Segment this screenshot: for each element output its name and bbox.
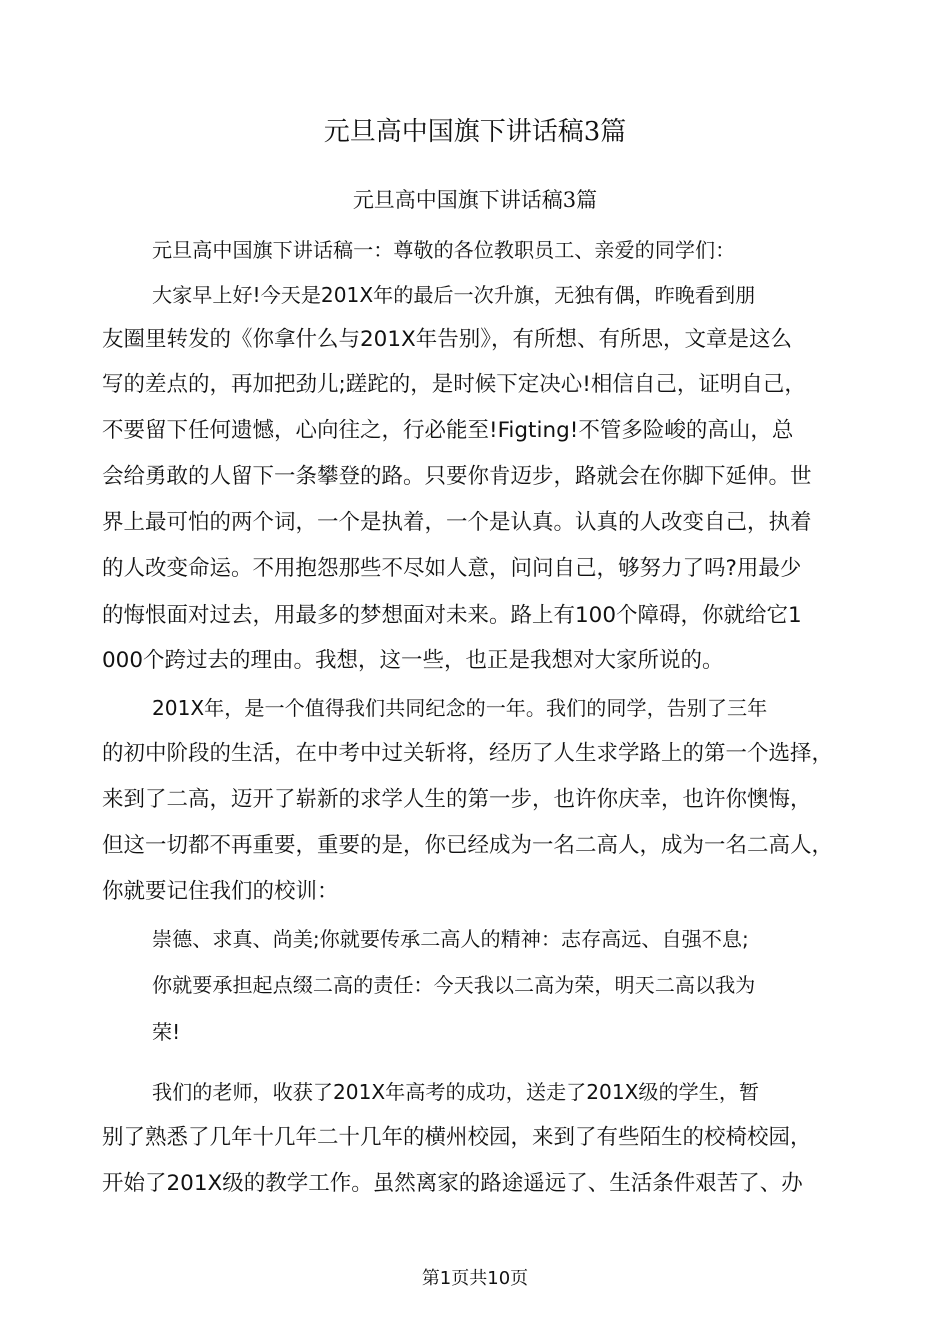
body-line: 会给勇敢的人留下一条攀登的路。只要你肯迈步，路就会在你脚下延伸。世 — [102, 464, 812, 489]
body-line: 大家早上好!今天是201X年的最后一次升旗，无独有偶，昨晚看到朋 — [152, 283, 756, 307]
body-line: 元旦高中国旗下讲话稿一：尊敬的各位教职员工、亲爱的同学们： — [152, 238, 736, 262]
document-subtitle: 元旦高中国旗下讲话稿3篇 — [352, 188, 598, 212]
body-line: 000个跨过去的理由。我想，这一些，也正是我想对大家所说的。 — [102, 648, 724, 673]
body-line: 界上最可怕的两个词，一个是执着，一个是认真。认真的人改变自己，执着 — [102, 510, 812, 535]
body-line: 荣! — [152, 1020, 181, 1044]
body-line: 的人改变命运。不用抱怨那些不尽如人意，问问自己，够努力了吗?用最少 — [102, 556, 802, 581]
body-line: 友圈里转发的《你拿什么与201X年告别》，有所想、有所思，文章是这么 — [102, 327, 793, 352]
body-line: 但这一切都不再重要，重要的是，你已经成为一名二高人，成为一名二高人， — [102, 833, 834, 858]
body-line: 你就要承担起点缀二高的责任：今天我以二高为荣，明天二高以我为 — [152, 973, 756, 997]
body-line: 写的差点的，再加把劲儿;蹉跎的，是时候下定决心!相信自己，证明自己， — [102, 372, 806, 397]
body-line: 崇德、求真、尚美;你就要传承二高人的精神：志存高远、自强不息; — [152, 927, 749, 951]
body-line: 的初中阶段的生活，在中考中过关斩将，经历了人生求学路上的第一个选择， — [102, 741, 834, 766]
body-line: 来到了二高，迈开了崭新的求学人生的第一步，也许你庆幸，也许你懊悔， — [102, 787, 812, 812]
body-line: 我们的老师，收获了201X年高考的成功，送走了201X级的学生，暂 — [152, 1080, 760, 1104]
body-line: 你就要记住我们的校训： — [102, 879, 339, 904]
body-line: 不要留下任何遗憾，心向往之，行必能至!Figting!不管多险峻的高山，总 — [102, 418, 794, 443]
body-line: 的悔恨面对过去，用最多的梦想面对未来。路上有100个障碍，你就给它1 — [102, 603, 802, 628]
body-line: 201X年，是一个值得我们共同纪念的一年。我们的同学，告别了三年 — [152, 696, 768, 720]
body-line: 别了熟悉了几年十几年二十几年的横州校园，来到了有些陌生的校椅校园， — [102, 1125, 812, 1150]
page-number-footer: 第1页共10页 — [421, 1268, 529, 1289]
body-line: 开始了201X级的教学工作。虽然离家的路途遥远了、生活条件艰苦了、办 — [102, 1171, 803, 1196]
document-title: 元旦高中国旗下讲话稿3篇 — [323, 117, 627, 147]
